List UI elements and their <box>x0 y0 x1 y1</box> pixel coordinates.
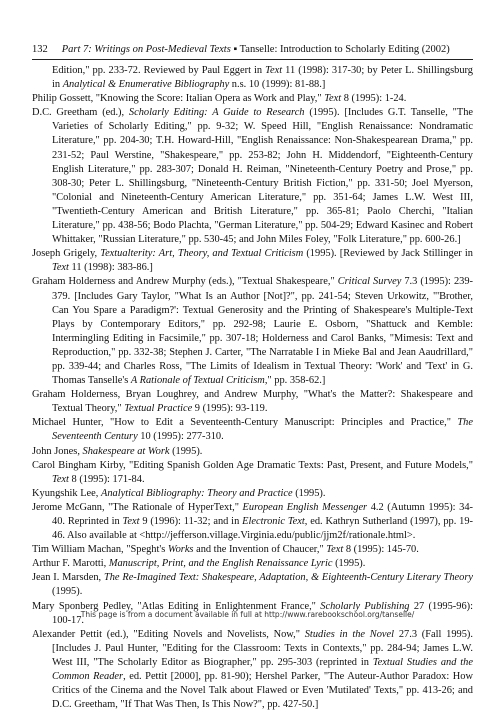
running-title-rest: Tanselle: Introduction to Scholarly Editing (2002) <box>239 44 450 55</box>
italic-title: Text <box>122 516 140 527</box>
italic-title: Shakespeare at Work <box>82 445 170 457</box>
bibliography-entry: Alexander Pettit (ed.), "Editing Novels and Novelists, Now," Studies in the Novel 27.3 (Fall 1995). [Includes J. Paul Hunter, "Editing for the Classroom: Texts in Contexts," pp. 284-94; James L.W. West III, "The Scholarly Editor as Biographer," pp. 295-303 (reprinted in Textual Studies and the Common Reader, ed. Pettit [2000], pp. 81-90); Hershel Parker, "The Auteur-Author Paradox: How Critics of the Cinema and the Novel Talk about Flawed or Even 'Mutilated' Texts," pp. 413-26; and D.C. Greetham, "If That Was Then, Is This Now?", pp. 427-50.] <box>32 628 473 711</box>
italic-title: Scholarly Publishing <box>320 600 410 612</box>
bibliography-entry: Tim William Machan, "Speght's Works and the Invention of Chaucer," Text 8 (1995): 145-70. <box>32 544 419 556</box>
bibliography-entry: John Jones, Shakespeare at Work (1995). <box>32 445 203 457</box>
bibliography-entry: Jerome McGann, "The Rationale of HyperText," European English Messenger 4.2 (Autumn 1995): 34-40. Reprinted in Text 9 (1996): 11-32; and in Electronic Text, ed. Kathryn Sutherland (1997), pp. 19-46. Also available at <http://jefferson.village.Virginia.edu/public/jjm2f/rationale.html>. <box>32 501 473 542</box>
bibliography-entry: D.C. Greetham (ed.), Scholarly Editing: A Guide to Research (1995). [Includes G.T. Tanselle, "The Varieties of Scholarly Editing," pp. 9-32; W. Speed Hill, "English Renaissance: Nondramatic Literature," pp. 204-30; T.H. Howard-Hill, "English Renaissance: Non-Shakespearean Drama," pp. 231-52; Paul Werstine, "Shakespeare," pp. 253-82; John H. Middendorf, "Eighteenth-Century English Literature," pp. 283-307; Donald H. Reiman, "Nineteenth-Century Poetry and Prose," pp. 308-30; Peter L. Shillingsburg, "Nineteenth-Century British Fiction," pp. 331-50; Joel Myerson, "Colonial and Nineteenth-Century American Literature," pp. 351-64; James L.W. West III, "Twentieth-Century American and British Literature," pp. 365-81; Paolo Cherchi, "Italian Literature," pp. 438-56; Bodo Plachta, "German Literature," pp. 504-29; Edward Kasinec and Robert Whittaker, "Russian Literature," pp. 530-45; and John Miles Foley, "Folk Literature," pp. 600-26.] <box>32 107 474 246</box>
italic-title: Critical Survey <box>337 276 402 288</box>
italic-title: The Re-Imagined Text: Shakespeare, Adaptation, & Eighteenth-Century Literary Theory <box>103 572 473 584</box>
italic-title: Text <box>265 65 283 76</box>
header-bullet: ▪ <box>233 44 238 55</box>
running-title-part: Part 7: Writings on Post-Medieval Texts <box>61 44 231 55</box>
bibliography-entry: Philip Gossett, "Knowing the Score: Italian Opera as Work and Play," Text 8 (1995): 1-24. <box>32 93 407 105</box>
running-header <box>32 43 473 57</box>
header-rule <box>32 59 473 60</box>
italic-title: Text <box>52 473 69 485</box>
italic-title: European English Messenger <box>242 501 368 513</box>
bibliography-entry: Jean I. Marsden, The Re-Imagined Text: Shakespeare, Adaptation, & Eighteenth-Century Literary Theory (1995). <box>32 572 473 598</box>
bibliography-entry: Graham Holderness, Bryan Loughrey, and Andrew Murphy, "What's the Matter?: Shakespeare and Textual Theory," Textual Practice 9 (1995): 93-119. <box>32 389 473 415</box>
italic-title: Text <box>324 93 342 105</box>
italic-title: Textualterity: Art, Theory, and Textual Criticism <box>100 248 304 260</box>
italic-title: A Rationale of Textual Criticism <box>130 375 265 387</box>
italic-title: Analytical Bibliography: Theory and Practice <box>100 487 293 499</box>
bibliography-entry-continued: Edition," pp. 233-72. Reviewed by Paul Eggert in Text 11 (1998): 317-30; by Peter L. Shillingsburg in Analytical & Enumerative Bibliography n.s. 10 (1999): 81-88.] <box>52 65 473 91</box>
bibliography-entry: Michael Hunter, "How to Edit a Seventeenth-Century Manuscript: Principles and Practice," The Seventeenth Century 10 (1995): 277-310. <box>32 417 473 443</box>
bibliography-entry: Carol Bingham Kirby, "Editing Spanish Golden Age Dramatic Texts: Past, Present, and Future Models," Text 8 (1995): 171-84. <box>32 459 473 485</box>
italic-title: Analytical & Enumerative Bibliography <box>62 79 230 91</box>
italic-title: Text <box>52 262 69 274</box>
italic-title: Scholarly Editing: A Guide to Research <box>128 107 305 119</box>
page-footer: This page is from a document available in full at http://www.rarebookschool.org/tanselle/ <box>80 610 415 619</box>
italic-title: Electronic Text <box>242 516 305 527</box>
italic-title: Works <box>167 544 194 556</box>
bibliography-entry: Arthur F. Marotti, Manuscript, Print, and the English Renaissance Lyric (1995). <box>32 558 366 570</box>
italic-title: The Seventeenth Century <box>52 417 473 443</box>
page-number: 132 <box>32 44 48 55</box>
bibliography-entry: Kyungshik Lee, Analytical Bibliography: Theory and Practice (1995). <box>32 487 326 499</box>
bibliography-entry: Graham Holderness and Andrew Murphy (eds.), "Textual Shakespeare," Critical Survey 7.3 (1995): 239-379. [Includes Gary Taylor, "What Is an Author [Not]?", pp. 241-54; Steven Urkowitz, "'Brother, Can You Spare a Paradigm?': Textual Generosity and the Printing of Shakespeare's Multiple-Text Plays by Contemporary Editors," pp. 292-98; Laurie E. Osborn, "Shattuck and Kemble: Intermingling Editing in Facsimile," pp. 307-18; Holderness and Carol Banks, "Mimesis: Text and Reproduction," pp. 332-38; Stephen J. Carter, "The Narratable I in Mieke Bal and Jean Aaudrillard," pp. 339-44; and Charles Ross, "The Limits of Idealism in Textual Theory: 'Work' and 'Text' in G. Thomas Tanselle's A Rationale of Textual Criticism," pp. 358-62.] <box>32 276 473 387</box>
bibliography-entry: Mary Sponberg Pedley, "Atlas Editing in Enlightenment France," Scholarly Publishing 27 (1995-96): 100-17. <box>32 600 473 626</box>
italic-title: Textual Practice <box>124 403 193 415</box>
italic-title: Studies in the Novel <box>304 628 395 640</box>
italic-title: Text <box>326 544 344 556</box>
bibliography-entry: Joseph Grigely, Textualterity: Art, Theory, and Textual Criticism (1995). [Reviewed by Jack Stillinger in Text 11 (1998): 383-86.] <box>32 248 473 274</box>
italic-title: Manuscript, Print, and the English Renaissance Lyric <box>108 558 333 570</box>
italic-title: Textual Studies and the Common Reader <box>52 656 473 683</box>
